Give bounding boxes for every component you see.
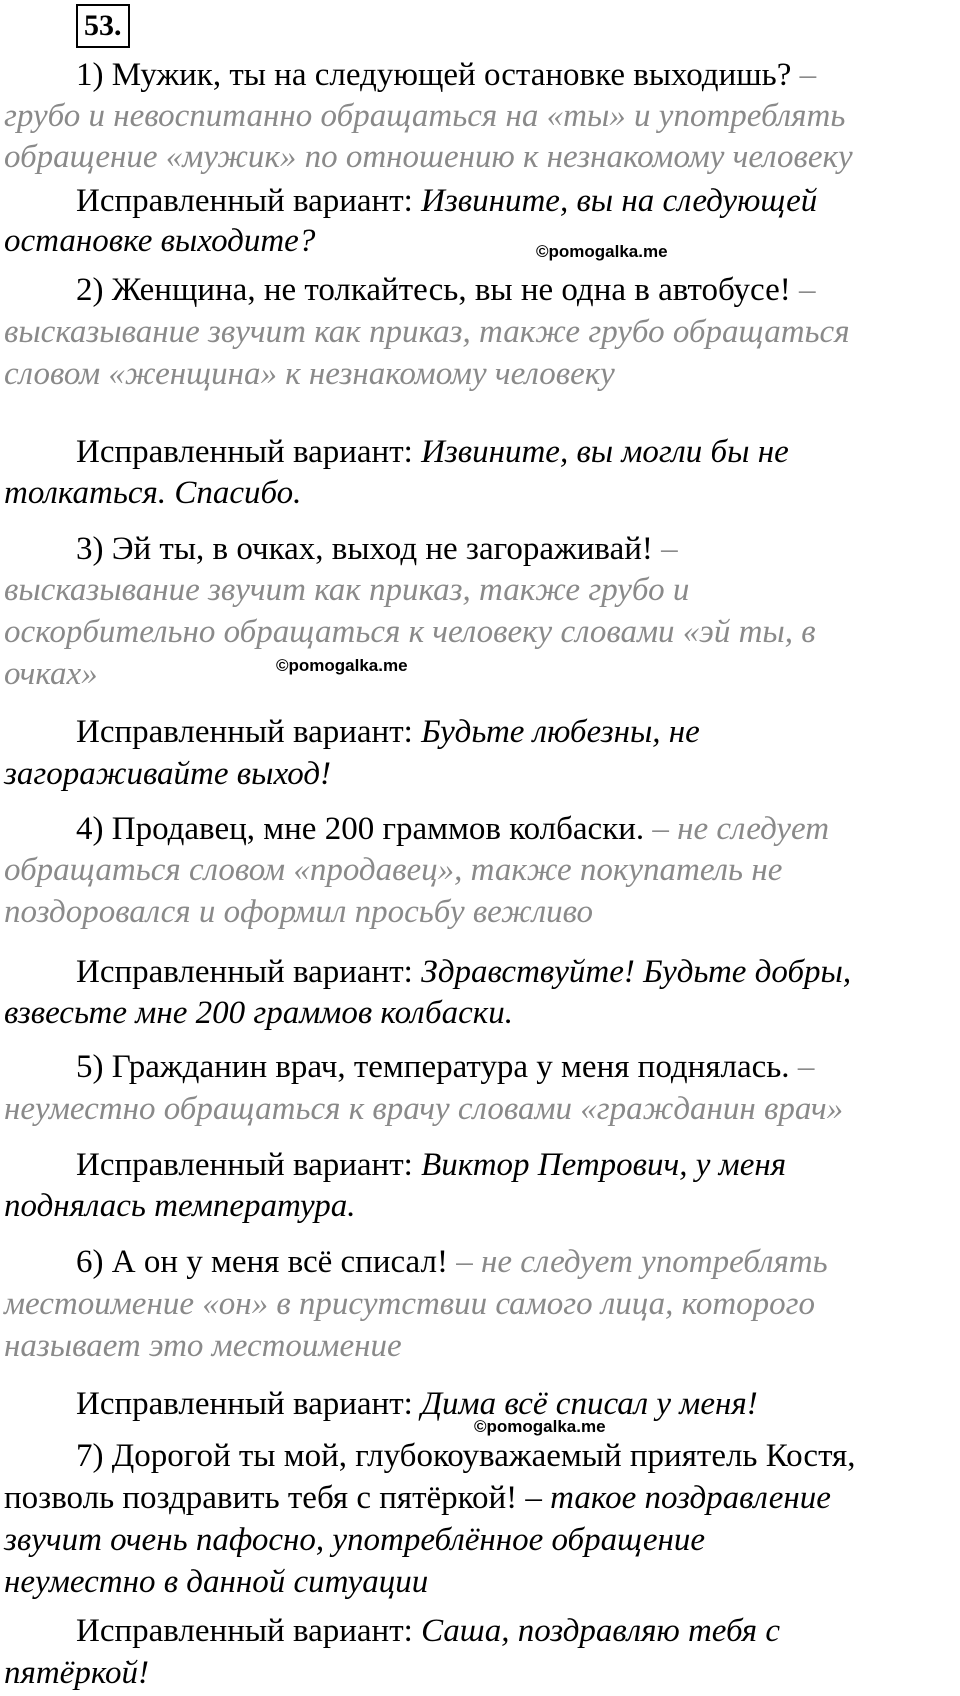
item-2-sentence: 2) Женщина, не толкайтесь, вы не одна в автобусе! –: [76, 272, 816, 308]
item-3-explanation: высказывание звучит как приказ, также грубо и: [4, 572, 690, 608]
item-3-corrected: Исправленный вариант: Будьте любезны, не: [76, 714, 700, 750]
item-3-corrected: загораживайте выход!: [4, 756, 332, 792]
item-2-explanation: высказывание звучит как приказ, также грубо обращаться: [4, 314, 850, 350]
item-3-sentence: 3) Эй ты, в очках, выход не загораживай! –: [76, 531, 678, 567]
item-4-corrected: Исправленный вариант: Здравствуйте! Будьте добры,: [76, 954, 852, 990]
watermark: ©pomogalka.me: [474, 1417, 606, 1436]
item-5-corrected: Исправленный вариант: Виктор Петрович, у меня: [76, 1147, 787, 1183]
item-5-sentence: 5) Гражданин врач, температура у меня поднялась. –: [76, 1049, 815, 1085]
item-4-explanation: поздоровался и оформил просьбу вежливо: [4, 894, 593, 930]
exercise-number: 53.: [76, 4, 130, 48]
item-7-corrected: пятёркой!: [4, 1655, 149, 1691]
item-6-sentence: 6) А он у меня всё списал! – не следует употреблять: [76, 1244, 828, 1280]
item-3-explanation: очках»: [4, 656, 98, 692]
item-7-corrected: Исправленный вариант: Саша, поздравляю тебя с: [76, 1613, 781, 1649]
watermark: ©pomogalka.me: [276, 656, 408, 675]
item-4-explanation: обращаться словом «продавец», также покупатель не: [4, 852, 783, 888]
item-1-corrected: остановке выходите?: [4, 223, 316, 259]
item-1-corrected: Исправленный вариант: Извините, вы на следующей: [76, 183, 818, 219]
item-7-explanation: звучит очень пафосно, употреблённое обращение: [4, 1522, 706, 1558]
item-6-explanation: местоимение «он» в присутствии самого лица, которого: [4, 1286, 816, 1322]
item-7-explanation: неуместно в данной ситуации: [4, 1564, 429, 1600]
item-6-explanation: называет это местоимение: [4, 1328, 402, 1364]
item-3-explanation: оскорбительно обращаться к человеку словами «эй ты, в: [4, 614, 816, 650]
item-5-explanation: неуместно обращаться к врачу словами «гражданин врач»: [4, 1091, 844, 1127]
item-7-sentence: позволь поздравить тебя с пятёркой! – такое поздравление: [4, 1480, 831, 1516]
item-2-corrected: Исправленный вариант: Извините, вы могли бы не: [76, 434, 789, 470]
item-5-corrected: поднялась температура.: [4, 1188, 356, 1224]
item-2-explanation: словом «женщина» к незнакомому человеку: [4, 356, 615, 392]
item-1-sentence: 1) Мужик, ты на следующей остановке выходишь? –: [76, 57, 817, 93]
item-6-corrected: Исправленный вариант: Дима всё списал у меня!: [76, 1386, 758, 1422]
item-1-explanation: обращение «мужик» по отношению к незнакомому человеку: [4, 139, 853, 175]
watermark: ©pomogalka.me: [536, 242, 668, 261]
item-2-corrected: толкаться. Спасибо.: [4, 475, 302, 511]
item-7-sentence: 7) Дорогой ты мой, глубокоуважаемый приятель Костя,: [76, 1438, 856, 1474]
item-4-sentence: 4) Продавец, мне 200 граммов колбаски. – не следует: [76, 811, 830, 847]
item-4-corrected: взвесьте мне 200 граммов колбаски.: [4, 995, 513, 1031]
item-1-explanation: грубо и невоспитанно обращаться на «ты» и употреблять: [4, 98, 846, 134]
